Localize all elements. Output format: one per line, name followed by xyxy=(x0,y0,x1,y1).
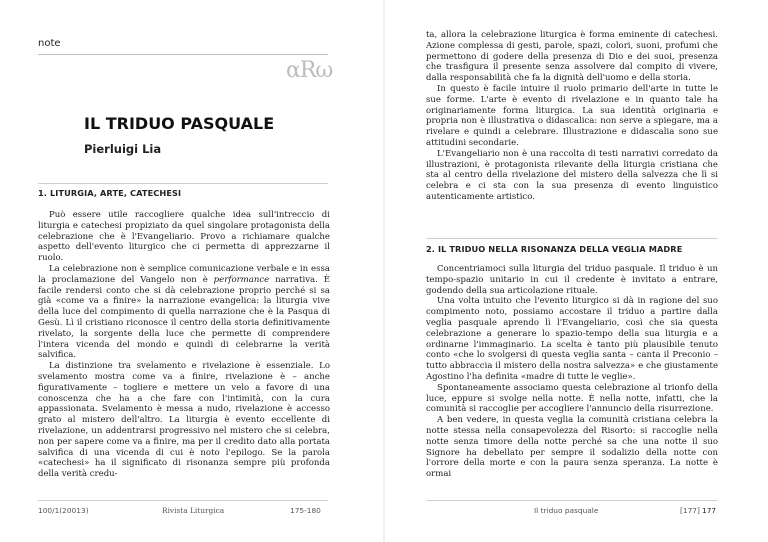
footer-page-number: 177 xyxy=(702,506,717,515)
paragraph: ta, allora la celebrazione liturgica è forma eminente di catechesi. Azione complessa di gesti, parole, spazi, colori, suoni, profumi che permettono di godere della presenza di Dio e dei suoi, presenza che trasfigura il presente senza assolvere dal compito di vivere, dalla responsabilità che fa la dignità dell'uomo e della storia. xyxy=(426,30,718,84)
paragraph: La distinzione tra svelamento e rivelazione è essenziale. Lo svelamento mostra come va a finire, rivelazione è – anche figurativamente – togliere e mettere un velo a favore di una conoscenza che ha a che fare con l'intimità, con la cura appassionata. Svelamento è messa a nudo, rivelazione è accesso grato al mistero dell'altro. La liturgia è evento eccellente di rivelazione, un addentrarsi progressivo nel mistero che si celebra, non per sapere come va a finire, ma per il credito dato alla portata salvifica di una vicenda di cui è noto l'epilogo. Se la parola «catechesi» ha il significato di risonanza sempre più profonda della verità credu- xyxy=(38,361,330,480)
section-label: note xyxy=(38,38,61,49)
right-body-text-bottom xyxy=(426,264,718,480)
footer-issue: 100/1(20013) xyxy=(38,506,89,515)
section-rule xyxy=(38,183,328,184)
article-title: IL TRIDUO PASQUALE xyxy=(84,114,275,133)
paragraph: Una volta intuito che l'evento liturgico si dà in ragione del suo compimento noto, possiamo accostare il triduo a partire dalla veglia pasquale aprendo lì l'Evangeliario, così che sia questa celebrazione a generare lo spazio-tempo della sua liturgia e a ordinarne l'immaginario. La scelta è tanto più plausibile tenuto conto «che lo svolgersi di questa veglia santa – canta il Preconio – tutto abbraccia il mistero della nostra salvezza» e che giustamente Agostino l'ha definita «madre di tutte le veglie». xyxy=(426,296,718,382)
paragraph: A ben vedere, in questa veglia la comunità cristiana celebra la notte stessa nella consapevolezza del Risorto: si raccoglie nella notte senza timore della notte perché sa che una notte il suo Signore ha debellato per sempre il sodalizio della notte con l'orrore della morte e con la paura senza speranza. La notte è ormai xyxy=(426,415,718,480)
paragraph xyxy=(38,264,330,361)
footer-running-title: Il triduo pasquale xyxy=(534,506,599,515)
right-body-text-top xyxy=(426,30,718,203)
emphasis: performance xyxy=(213,274,270,285)
paragraph-part: La celebrazione non è semplice comunicazione verbale e in essa la proclamazione del Vangelo non è xyxy=(38,263,330,285)
right-page xyxy=(384,0,768,542)
section-rule xyxy=(426,238,718,239)
section-heading-1: 1. LITURGIA, ARTE, CATECHESI xyxy=(38,188,182,198)
article-author: Pierluigi Lia xyxy=(84,142,162,156)
paragraph: Concentriamoci sulla liturgia del triduo pasquale. Il triduo è un tempo-spazio unitario in cui il credente è invitato a entrare, godendo della sua articolazione rituale. xyxy=(426,264,718,296)
footer-pages: 175-180 xyxy=(290,506,321,515)
footer-page-bracket: [177] xyxy=(680,506,700,515)
paragraph: Spontaneamente associamo questa celebrazione al trionfo della luce, eppure si svolge nella notte. È nella notte, infatti, che la comunità si raccoglie per accogliere l'annuncio della risurrezione. xyxy=(426,382,718,415)
paragraph: L'Evangeliario non è una raccolta di testi narrativi corredato da illustrazioni, è protagonista rilevante della liturgia cristiana che sta al centro della rivelazione del mistero della salvezza che lì si celebra e ci sta con la sua presenza di evento linguistico autenticamente artistico. xyxy=(426,148,718,202)
paragraph: In questo è facile intuire il ruolo primario dell'arte in tutte le sue forme. L'arte è evento di rivelazione e in quanto tale ha originariamente forma liturgica. La sua identità originaria e propria non è illustrativa o didascalica: non serve a spiegare, ma a rivelare e quindi a celebrare. Illustrazione e didascalia sono sue attitudini secondarie. xyxy=(426,83,718,148)
section-heading-2: 2. IL TRIDUO NELLA RISONANZA DELLA VEGLIA MADRE xyxy=(426,244,683,254)
header-rule xyxy=(38,54,328,55)
paragraph-part: narrativa. È facile rendersi conto che si dà celebrazione proprio perché si sa già «come va a finire» la narrazione evangelica: la liturgia vive della luce del compimento di quella narrazione che è la Pasqua di Gesù. Lì il cristiano riconosce il centro della storia definitivamente rivelato, la sorgente della luce che permette di comprendere l'intera vicenda del mondo e quindi di celebrarne la verità salvifica. xyxy=(38,274,330,361)
paragraph: Può essere utile raccogliere qualche idea sull'intreccio di liturgia e catechesi propiziato da quel singolare protagonista della celebrazione che è l'Evangeliario. Provo a richiamare qualche aspetto dell'evento liturgico che ci permetta di apprezzarne il ruolo. xyxy=(38,210,330,264)
footer-rule xyxy=(426,500,718,501)
left-body-text xyxy=(38,210,330,480)
journal-logo: αRω xyxy=(286,58,333,83)
footer-rule xyxy=(38,500,328,501)
footer-journal: Rivista Liturgica xyxy=(162,506,225,515)
